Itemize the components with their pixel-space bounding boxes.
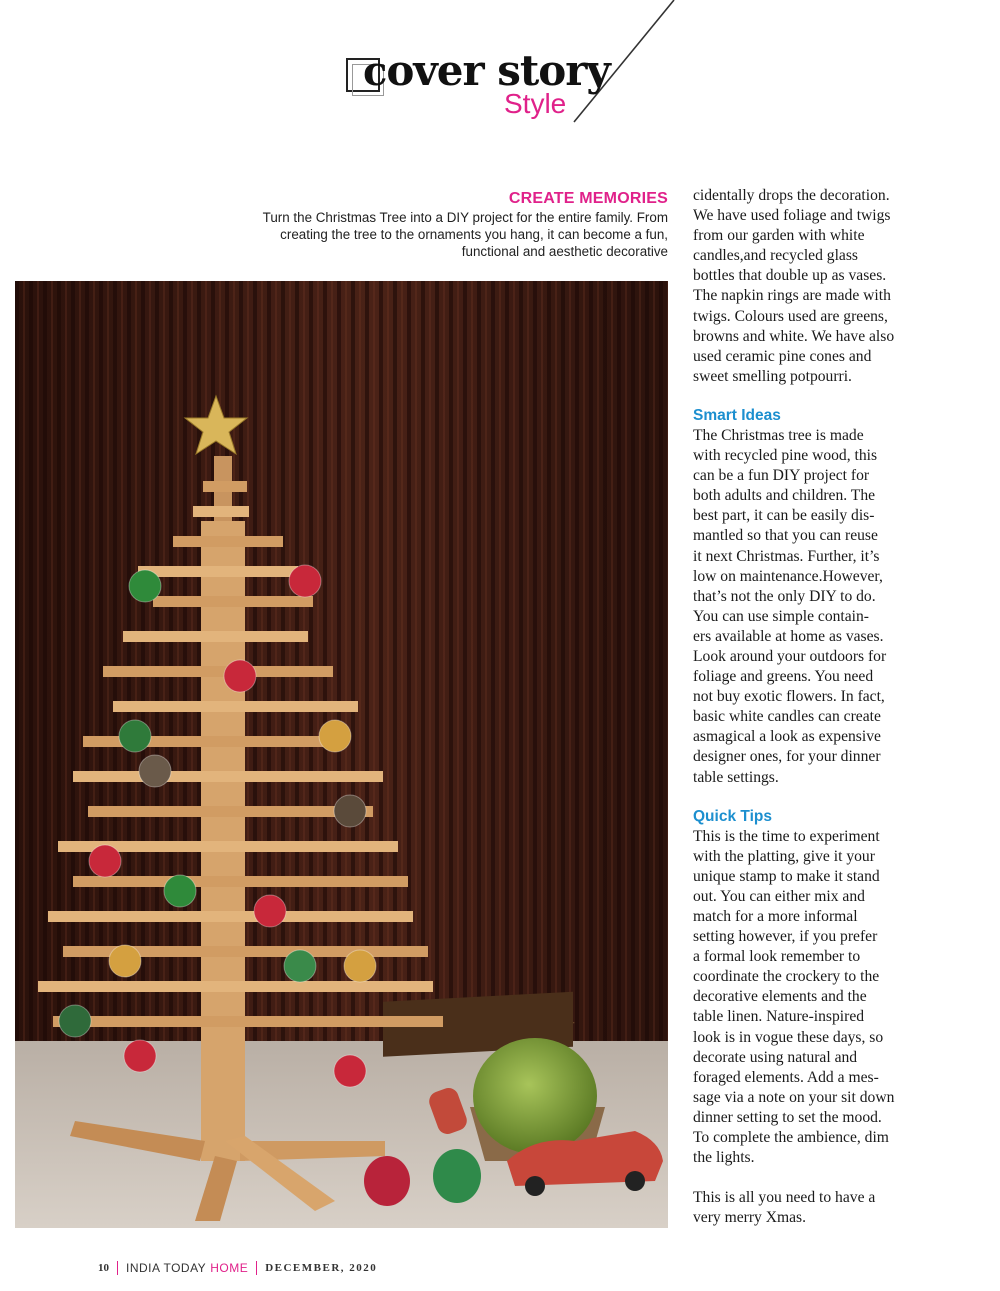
tree-branch	[138, 566, 298, 577]
ornament-bauble	[164, 875, 196, 907]
tree-branch	[153, 596, 313, 607]
issue-date: DECEMBER, 2020	[265, 1262, 378, 1274]
tree-branch	[38, 981, 433, 992]
text-line: can be a fun DIY project for	[693, 467, 870, 485]
tree-branch	[53, 1016, 443, 1027]
ornament-bauble	[344, 950, 376, 982]
text-line: setting however, if you prefer	[693, 928, 878, 946]
text-line: with the platting, give it your	[693, 847, 875, 865]
page-number: 10	[98, 1262, 109, 1274]
ornament-bauble	[334, 1055, 366, 1087]
page-footer	[98, 1261, 377, 1275]
ornament-bauble	[254, 895, 286, 927]
text-line: decorate using natural and	[693, 1048, 858, 1066]
text-line: the lights.	[693, 1149, 755, 1167]
footer-divider	[117, 1261, 118, 1275]
smart-ideas-heading: Smart Ideas	[693, 406, 781, 424]
tree-branch	[193, 506, 249, 517]
ornament-bauble	[224, 660, 256, 692]
tree-branch	[88, 806, 373, 817]
text-line: a formal look remember to	[693, 948, 861, 966]
caption-text: Turn the Christmas Tree into a DIY project for the entire family. From creating the tree to the ornaments you hang, it can become a fun, functional and aesthetic decorative	[262, 210, 668, 259]
photo-caption	[248, 190, 668, 260]
text-line: unique stamp to make it stand	[693, 867, 880, 885]
text-line: both adults and children. The	[693, 487, 876, 505]
article-column	[693, 186, 918, 1228]
tree-branch	[48, 911, 413, 922]
text-line: basic white candles can create	[693, 708, 881, 726]
text-line: dinner setting to set the mood.	[693, 1108, 882, 1126]
section-title: cover story	[363, 46, 610, 95]
caption-heading: CREATE MEMORIES	[508, 190, 668, 207]
text-line: To complete the ambience, dim	[693, 1129, 889, 1147]
text-line: low on maintenance.However,	[693, 567, 883, 585]
text-line: foraged elements. Add a mes-	[693, 1068, 879, 1086]
text-line: The napkin rings are made with	[693, 287, 891, 305]
quick-tips-heading: Quick Tips	[693, 807, 772, 825]
text-line: ers available at home as vases.	[693, 627, 884, 645]
ornament-bauble	[139, 755, 171, 787]
text-line: sage via a note on your sit down	[693, 1088, 895, 1106]
closing-paragraph	[693, 1188, 918, 1228]
text-line: it next Christmas. Further, it’s	[693, 547, 880, 565]
text-line: table settings.	[693, 768, 779, 786]
tree-branch	[113, 701, 358, 712]
christmas-tree-photo	[15, 281, 668, 1228]
tree-branch	[173, 536, 283, 547]
tree-branch	[203, 481, 247, 492]
text-line: coordinate the crockery to the	[693, 968, 880, 986]
text-line: browns and white. We have also	[693, 327, 895, 345]
subsection-title: Style	[504, 88, 567, 119]
text-line: This is all you need to have a	[693, 1189, 876, 1207]
text-line: table linen. Nature-inspired	[693, 1008, 865, 1026]
ornament-bauble	[119, 720, 151, 752]
text-line: look is in vogue these days, so	[693, 1028, 884, 1046]
smart-ideas-paragraph	[693, 426, 918, 788]
ornament-bauble	[289, 565, 321, 597]
text-line: asmagical a look as expensive	[693, 728, 881, 746]
magazine-name: INDIA TODAY	[126, 1261, 207, 1275]
tree-branch	[73, 771, 383, 782]
text-line: not buy exotic flowers. In fact,	[693, 688, 885, 706]
ornament-bauble	[89, 845, 121, 877]
ornament-bauble	[59, 1005, 91, 1037]
ornament-bauble	[319, 720, 351, 752]
text-line: match for a more informal	[693, 908, 858, 925]
text-line: We have used foliage and twigs	[693, 207, 891, 225]
ornament-bauble	[124, 1040, 156, 1072]
text-line: You can use simple contain-	[693, 607, 869, 625]
tree-branch	[73, 876, 408, 887]
text-line: used ceramic pine cones and	[693, 347, 872, 365]
text-line: mantled so that you can reuse	[693, 527, 878, 545]
footer-divider	[256, 1261, 257, 1275]
ornament-bauble	[284, 950, 316, 982]
text-line: out. You can either mix and	[693, 887, 865, 905]
text-line: bottles that double up as vases.	[693, 267, 887, 285]
text-line: Look around your outdoors for	[693, 647, 887, 665]
tree-branch	[103, 666, 333, 677]
text-line: very merry Xmas.	[693, 1209, 807, 1227]
text-line: cidentally drops the decoration.	[693, 187, 890, 204]
text-line: that’s not the only DIY to do.	[693, 587, 876, 605]
text-line: foliage and greens. You need	[693, 668, 874, 686]
magazine-name-accent: HOME	[210, 1261, 249, 1275]
intro-paragraph	[693, 186, 918, 387]
text-line: The Christmas tree is made	[693, 426, 864, 444]
quick-tips-paragraph	[693, 827, 918, 1169]
text-line: decorative elements and the	[693, 988, 867, 1006]
text-line: sweet smelling potpourri.	[693, 367, 852, 385]
text-line: from our garden with white	[693, 227, 865, 245]
text-line: best part, it can be easily dis-	[693, 507, 875, 525]
text-line: with recycled pine wood, this	[693, 447, 878, 465]
ornament-bauble	[129, 570, 161, 602]
text-line: candles,and recycled glass	[693, 247, 858, 265]
text-line: This is the time to experiment	[693, 827, 880, 845]
ornament-bauble	[109, 945, 141, 977]
ornament-bauble	[334, 795, 366, 827]
text-line: designer ones, for your dinner	[693, 748, 881, 766]
tree-branch	[123, 631, 308, 642]
text-line: twigs. Colours used are greens,	[693, 307, 888, 325]
